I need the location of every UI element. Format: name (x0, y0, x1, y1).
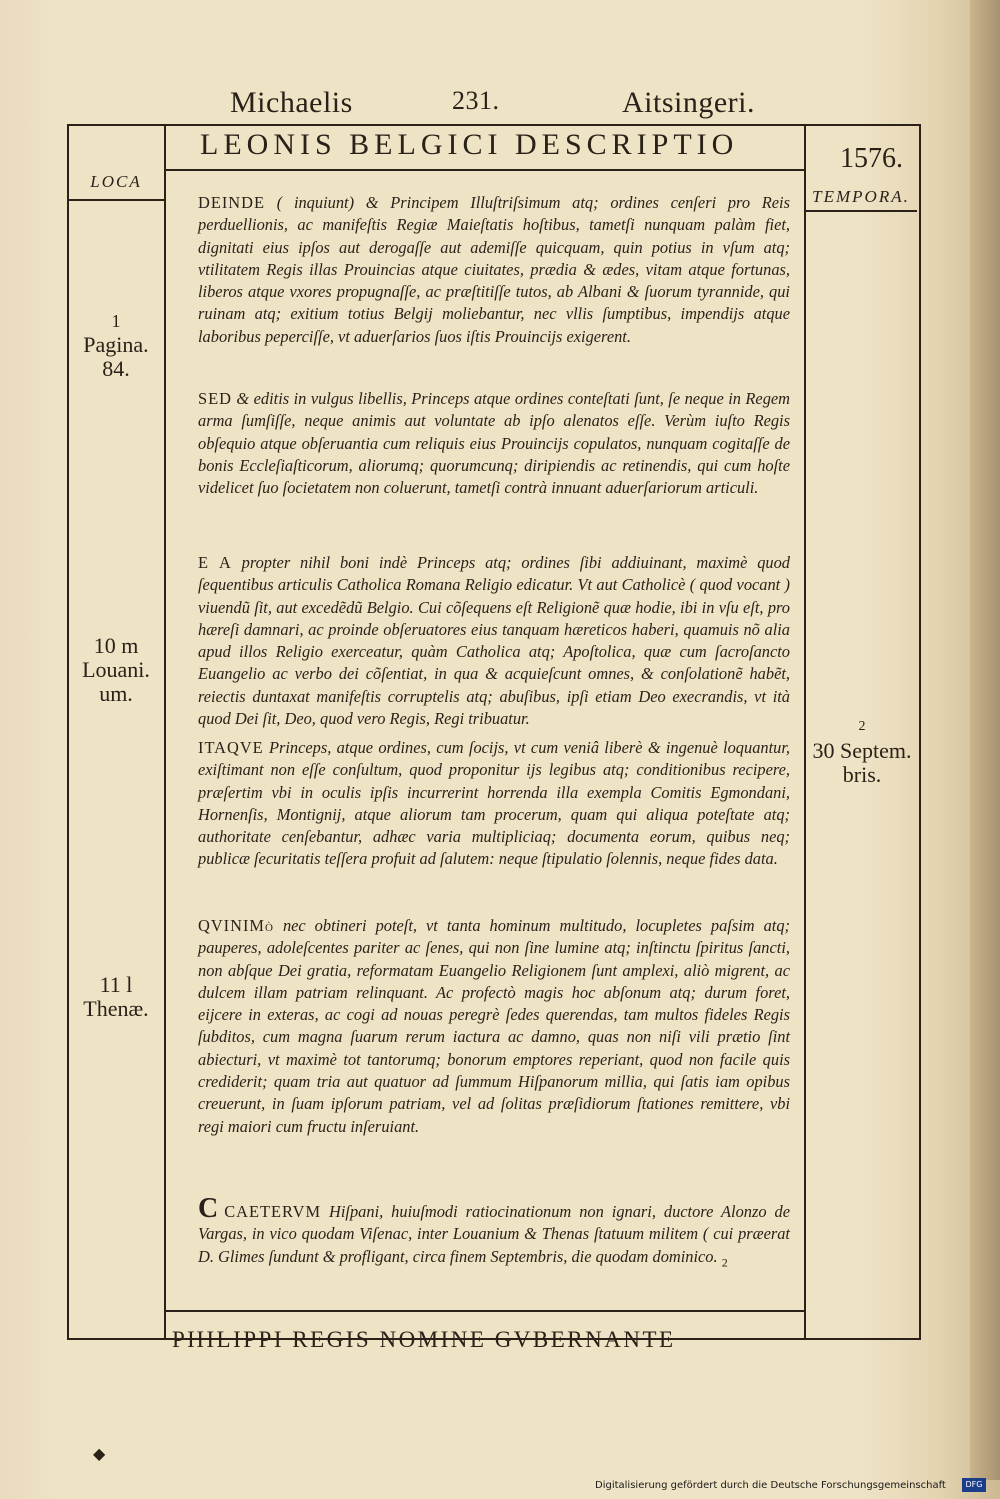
title-rule (164, 169, 805, 171)
tempora-rule (804, 210, 917, 212)
date-note-day: 30 Septem. (812, 738, 912, 763)
paragraph-lead: E A (198, 553, 232, 572)
paragraph-2 (198, 388, 790, 499)
margin-note-3 (70, 973, 162, 1021)
year: 1576. (840, 143, 903, 174)
footnote-marker: 2 (721, 1254, 728, 1269)
tempora-heading: TEMPORA. (812, 187, 910, 206)
margin-note-1 (70, 309, 162, 381)
paragraph-lead: SED (198, 389, 232, 408)
left-column-rule (164, 124, 166, 1339)
page-title: LEONIS BELGICI DESCRIPTIO (200, 128, 739, 161)
margin-note-1-number: 1 (111, 311, 121, 331)
running-head-right: Aitsingeri. (622, 86, 755, 119)
margin-note-2-label: Louani. (82, 657, 150, 682)
margin-note-1-page: 84. (102, 356, 130, 381)
margin-note-3-label: Thenæ. (83, 996, 149, 1021)
paragraph-1 (198, 192, 790, 348)
date-note (806, 715, 918, 787)
margin-note-3-number: 11 l (99, 972, 133, 997)
page-number: 231. (452, 86, 500, 115)
date-note-month: bris. (842, 762, 882, 787)
paragraph-3 (198, 552, 790, 730)
paragraph-text: Princeps, atque ordines, cum ſocijs, vt cum veniâ liberè & ingenuè loquantur, exiſtimant non eſſe conſultum, quod proponitur ijs legibus atq; conditionibus recipere, præſertim vbi in oculis ipſis incurrerint horrenda illa exempla Comitis Egmondani, Hornenſis, Montignij, atque aliorum tam procerum, quam qui aliqua poteſtate atq; authoritate cenſebantur, adhæc varia multipliciaq; documenta eorum, quibus neq; publicæ ſecuritatis teſſera profuit ad ſalutem: neque ſtipulatio ſolennis, neque fides data. (198, 738, 790, 869)
paragraph-4 (198, 737, 790, 871)
running-head-left: Michaelis (230, 86, 353, 119)
running-footer: PHILIPPI REGIS NOMINE GVBERNANTE (172, 1327, 676, 1352)
paragraph-text: ( inquiunt) & Principem Illuſtriſsimum atq; ordines cenſeri pro Reis perduellionis, ac manifeſtis Regiæ Maieſtatis hoſtibus, tametſi nunquam palàm fiet, dignitati eius ipſos aut derogaſſe aut ademiſſe quicquam, quin potius in vſum atq; vtilitatem Regis illas Prouincias atque ciuitates, prædia & ædes, vitam atque fortunas, liberos atque vxores propugnaſſe, ac præſtitiſſe tutos, ab Albani & ſuorum tyrannide, qui ruinam atq; exitium totius Belgij moliebantur, nec vllis ſumptibus, impendijs atque laboribus peperciſſe, vt aduerſarios ſuos iſtis Prouincijs exigerent. (198, 193, 790, 346)
paragraph-6 (198, 1193, 790, 1273)
footer-rule (164, 1310, 805, 1312)
loca-rule (67, 199, 165, 201)
page-edge (970, 0, 1000, 1480)
paragraph-text: & editis in vulgus libellis, Princeps atque ordines conteſtati ſunt, ſe neque in Regem arma ſumſiſſe, neque animis aut voluntate ab ipſo alenatos eſſe. Verùm iuſto Regis obſequio atque obſeruantia cum reliquis eius Prouincijs copulatos, nunquam cogitaſſe de bonis Eccleſiaſticorum, aliorumq; quorumcunq; diripiendis ac retinendis, qui cum hoſte videlicet ſuo ſocietatem non coluerunt, tametſi contrà innuant aduerſariorum articuli. (198, 389, 790, 498)
paragraph-text: propter nihil boni indè Princeps atq; ordines ſibi addiuinant, maximè quod ſequentibus articulis Catholica Romana Religio edicatur. Vt aut Catholicè ( quod vocant ) viuendũ ſit, aut excedẽdũ Belgio. Cui cõſequens eſt Religionẽ quæ hodie, ibi in vſu eſt, pro hæreſi damnari, ac proinde obſeruatores eius tanquam hæreticos haberi, quamuis nõ alia apud illos Religio exerceatur, quàm Catholica atq; Apoſtolica, quæ cum ſacroſancto Euangelio ac verbo dei cõſentiat, in qua & acquieſcunt omnes, & conſolationẽ habẽt, reiectis duntaxat manifeſtis corruptelis atq; abuſibus, ipſi etiam Deo execrandis, vt ità quod Dei ſit, Deo, quod vero Regis, Regi tribuatur. (198, 553, 791, 729)
paragraph-text: Hiſpani, huiuſmodi ratiocinationum non ignari, ductore Alonzo de Vargas, in vico quodam Viſenac, inter Louanium & Thenas ſtatuum militem ( cui præerat D. Glimes ſundunt & profligant, circa finem Septembris, die quodam dominico. (198, 1202, 790, 1266)
paragraph-text: nec obtineri poteſt, vt tanta hominum multitudo, locupletes paſsim atq; pauperes, adoleſcentes pariter ac ſenes, qui non ſine lumine atq; inſtinctu ſpiritus ſancti, non abſque Dei gratia, reformatam Euangelio Religionem ſunt amplexi, aliò migrent, ac dulcem illam patriam relinquant. Ac profectò magis hoc abſonum atq; durum foret, eijcere in exteras, ac cogi ad nouas peregrè ſedes querendas, tam multos fideles Regis ſubditos, cum magna ſuarum rerum iactura ac damno, quas non niſi vili prætio ſint abiecturi, vt maximè tot tantorumq; bonorum emptores reperiant, quod non facile quis crediderit; quam tria aut quatuor ad ſummum Hiſpanorum millia, qui ſatis iam opibus creuerunt, in ſuam ipſorum patriam, vel ad ſolitas præſidiorum ſtationes remittere, vbi regi maiori cum fructu inſeruiant. (198, 916, 790, 1136)
margin-note-2-suffix: um. (99, 681, 133, 706)
paragraph-lead: ITAQVE (198, 738, 264, 757)
decorative-bullet: ◆ (93, 1446, 106, 1463)
margin-note-1-label: Pagina. (83, 332, 149, 357)
loca-heading: LOCA (90, 172, 142, 191)
paragraph-5 (198, 915, 790, 1138)
paragraph-lead: QVINIMò (198, 916, 274, 935)
dfg-credit: Digitalisierung gefördert durch die Deutsche Forschungsgemeinschaft (595, 1480, 946, 1491)
paragraph-lead: DEINDE (198, 193, 265, 212)
paragraph-lead: CAETERVM (224, 1202, 322, 1221)
pilcrow-mark: C (198, 1193, 219, 1224)
dfg-logo: DFG (962, 1478, 986, 1492)
margin-note-2-number: 10 m (93, 633, 139, 658)
date-note-marker: 2 (858, 719, 866, 734)
margin-note-2 (70, 634, 162, 706)
